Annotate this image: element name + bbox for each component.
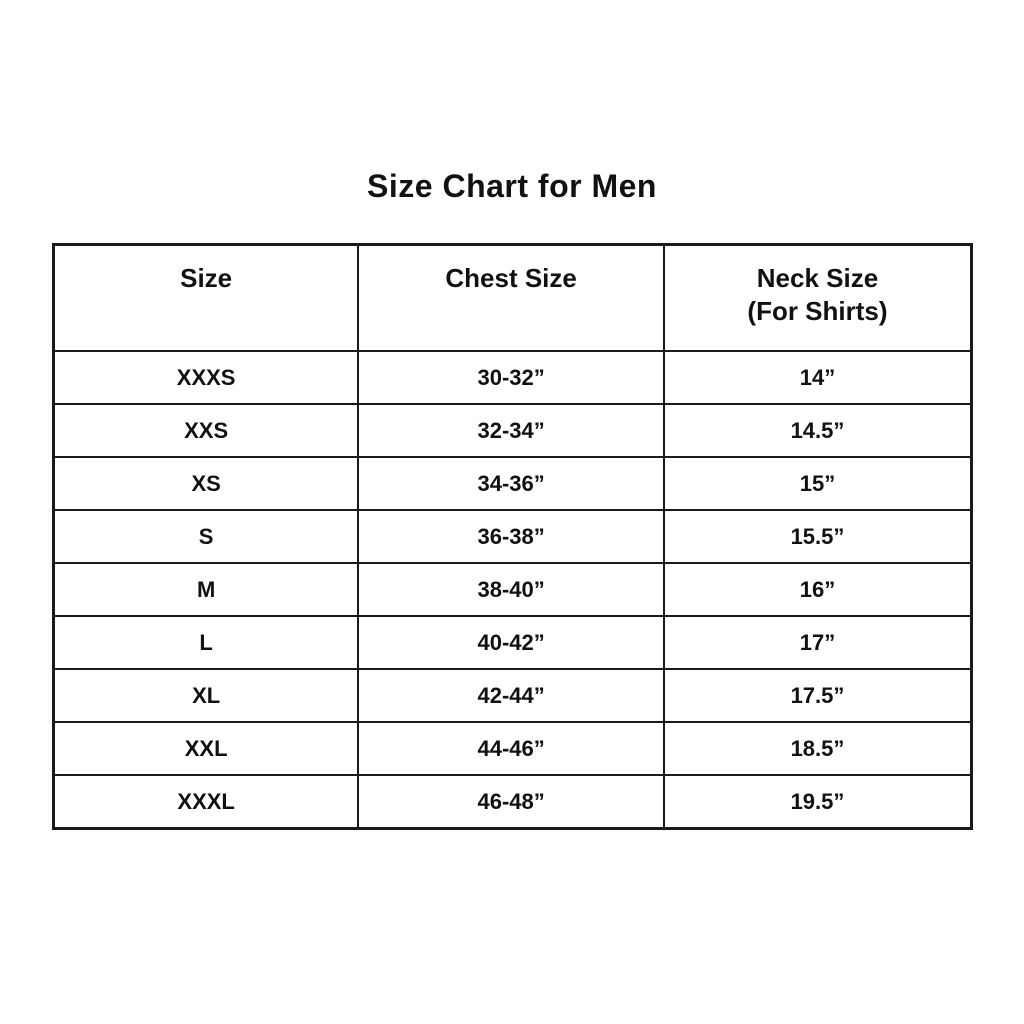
- size-cell: XL: [54, 669, 359, 722]
- chest-size-cell: 40-42”: [358, 616, 664, 669]
- chest-size-cell: 46-48”: [358, 775, 664, 829]
- neck-size-cell: 19.5”: [664, 775, 972, 829]
- chest-size-cell: 44-46”: [358, 722, 664, 775]
- neck-size-cell: 15”: [664, 457, 972, 510]
- table-row: [54, 457, 972, 510]
- chest-size-cell: 32-34”: [358, 404, 664, 457]
- table-row: [54, 404, 972, 457]
- neck-size-cell: 14”: [664, 351, 972, 404]
- neck-size-cell: 17”: [664, 616, 972, 669]
- column-header-neck-size-label: Neck Size: [756, 263, 879, 293]
- neck-size-cell: 16”: [664, 563, 972, 616]
- column-header-size-label: Size: [180, 263, 233, 293]
- chest-size-cell: 38-40”: [358, 563, 664, 616]
- column-header-chest-size: [358, 245, 664, 352]
- table-row: [54, 351, 972, 404]
- size-chart-table: [52, 243, 973, 830]
- neck-size-cell: 15.5”: [664, 510, 972, 563]
- table-body: [54, 351, 972, 829]
- chest-size-cell: 36-38”: [358, 510, 664, 563]
- column-header-chest-size-label: Chest Size: [445, 263, 577, 293]
- size-cell: L: [54, 616, 359, 669]
- neck-size-cell: 14.5”: [664, 404, 972, 457]
- size-cell: XXXS: [54, 351, 359, 404]
- chest-size-cell: 34-36”: [358, 457, 664, 510]
- table-row: [54, 563, 972, 616]
- column-header-neck-size: [664, 245, 972, 352]
- neck-size-cell: 18.5”: [664, 722, 972, 775]
- chest-size-cell: 30-32”: [358, 351, 664, 404]
- table-row: [54, 775, 972, 829]
- table-row: [54, 510, 972, 563]
- table-row: [54, 722, 972, 775]
- size-cell: XS: [54, 457, 359, 510]
- size-cell: XXL: [54, 722, 359, 775]
- size-cell: S: [54, 510, 359, 563]
- table-row: [54, 669, 972, 722]
- page-title: Size Chart for Men: [367, 168, 657, 204]
- column-header-neck-size-sublabel: (For Shirts): [747, 296, 888, 326]
- chest-size-cell: 42-44”: [358, 669, 664, 722]
- neck-size-cell: 17.5”: [664, 669, 972, 722]
- table-header-row: [54, 245, 972, 352]
- column-header-size: [54, 245, 359, 352]
- size-cell: XXS: [54, 404, 359, 457]
- size-cell: XXXL: [54, 775, 359, 829]
- table-row: [54, 616, 972, 669]
- size-cell: M: [54, 563, 359, 616]
